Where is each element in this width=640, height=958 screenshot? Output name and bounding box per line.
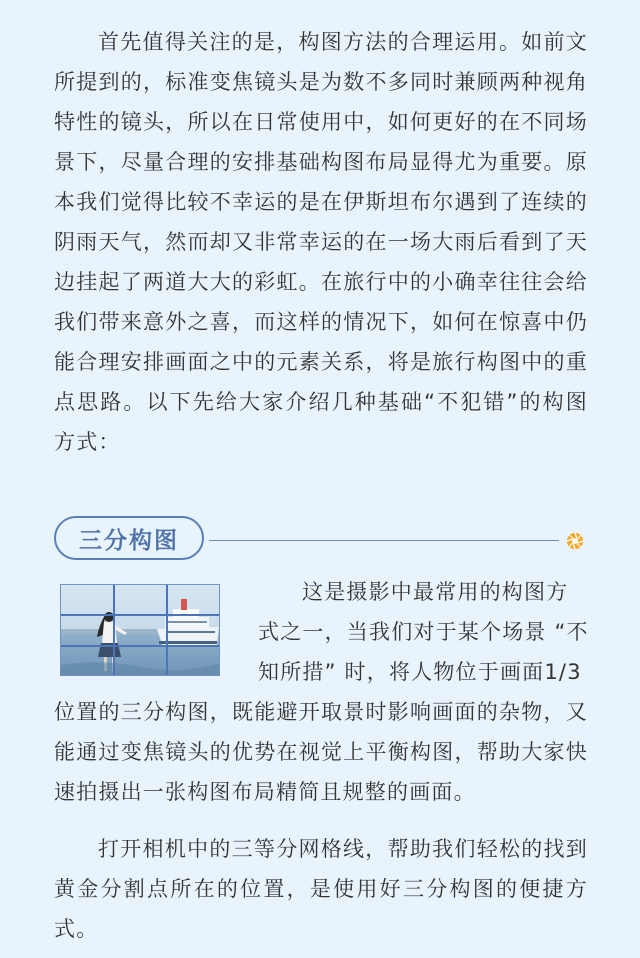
grid-line-vertical: [113, 585, 115, 675]
wrapped-line: 知所措” 时，将人物位于画面1/3: [258, 660, 582, 684]
aperture-icon: [566, 532, 584, 550]
grid-line-vertical: [166, 585, 168, 675]
section-header: [54, 516, 586, 564]
section-title: 三分构图: [54, 516, 204, 560]
wrapped-line: 式之一，当我们对于某个场景 “不: [258, 620, 589, 644]
grid-line-horizontal: [61, 614, 219, 616]
grid-line-horizontal: [61, 645, 219, 647]
rule-of-thirds-continuation: 位置的三分构图，既能避开取景时影响画面的杂物，又能通过变焦镜头的优势在视觉上平衡构图，帮助大家快速拍摄出一张构图布局精简且规整的画面。: [54, 700, 588, 804]
photo-scene: [61, 585, 220, 676]
rule-of-thirds-photo: [60, 584, 220, 676]
wrapped-text: [258, 572, 588, 692]
wrapped-line: 这是摄影中最常用的构图方: [302, 580, 569, 604]
section-divider: [209, 540, 559, 541]
grid-tip-paragraph: 打开相机中的三等分网格线，帮助我们轻松的找到黄金分割点所在的位置，是使用好三分构图的便捷方式。: [54, 837, 588, 941]
intro-paragraph: 首先值得关注的是，构图方法的合理运用。如前文所提到的，标准变焦镜头是为数不多同时兼顾两种视角特性的镜头，所以在日常使用中，如何更好的在不同场景下，尽量合理的安排基础构图布局显得尤为重要。原本我们觉得比较不幸运的是在伊斯坦布尔遇到了连续的阴雨天气，然而却又非常幸运的在一场大雨后看到了天边挂起了两道大大的彩虹。在旅行中的小确幸往往会给我们带来意外之喜，而这样的情况下，如何在惊喜中仍能合理安排画面之中的元素关系，将是旅行构图中的重点思路。以下先给大家介绍几种基础“不犯错”的构图方式：: [54, 30, 588, 454]
